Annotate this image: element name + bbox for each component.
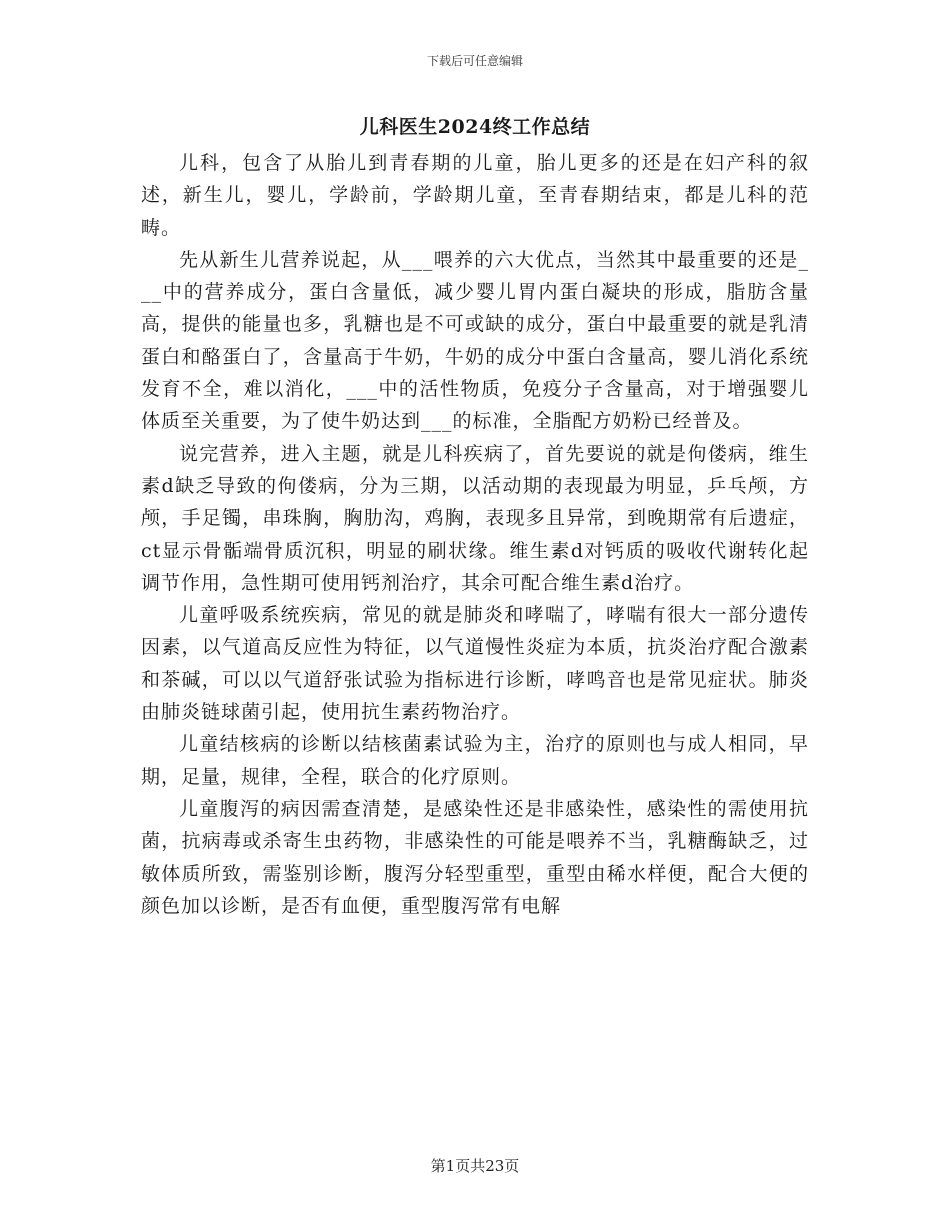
document-title: 儿科医生2024终工作总结 — [359, 116, 591, 138]
paragraph: 儿科，包含了从胎儿到青春期的儿童，胎儿更多的还是在妇产科的叙述，新生儿，婴儿，学龄前，学龄期儿童，至青春期结束，都是儿科的范畴。 — [141, 152, 809, 239]
header-note: 下载后可任意编辑 — [426, 54, 523, 68]
paragraph: 儿童结核病的诊断以结核菌素试验为主，治疗的原则也与成人相同，早期，足量，规律，全程，联合的化疗原则。 — [141, 733, 809, 788]
document-body — [141, 147, 809, 922]
paragraph: 儿童呼吸系统疾病，常见的就是肺炎和哮喘了，哮喘有很大一部分遗传因素，以气道高反应性为特征，以气道慢性炎症为本质，抗炎治疗配合激素和茶碱，可以以气道舒张试验为指标进行诊断，哮鸣音也是常见症状。肺炎由肺炎链球菌引起，使用抗生素药物治疗。 — [141, 604, 809, 724]
paragraph: 先从新生儿营养说起，从___喂养的六大优点，当然其中最重要的还是___中的营养成分，蛋白含量低，减少婴儿胃内蛋白凝块的形成，脂肪含量高，提供的能量也多，乳糖也是不可或缺的成分，蛋白中最重要的就是乳清蛋白和酪蛋白了，含量高于牛奶，牛奶的成分中蛋白含量高，婴儿消化系统发育不全，难以消化，___中的活性物质，免疫分子含量高，对于增强婴儿体质至关重要，为了使牛奶达到___的标准，全脂配方奶粉已经普及。 — [141, 248, 809, 433]
page-indicator: 第1页共23页 — [430, 1157, 520, 1175]
paragraph: 说完营养，进入主题，就是儿科疾病了，首先要说的就是佝偻病，维生素d缺乏导致的佝偻病，分为三期，以活动期的表现最为明显，乒乓颅，方颅，手足镯，串珠胸，胸肋沟，鸡胸，表现多且异常，到晚期常有后遗症，ct显示骨骺端骨质沉积，明显的刷状缘。维生素d对钙质的吸收代谢转化起调节作用，急性期可使用钙剂治疗，其余可配合维生素d治疗。 — [141, 442, 809, 594]
paragraph: 儿童腹泻的病因需查清楚，是感染性还是非感染性，感染性的需使用抗菌，抗病毒或杀寄生虫药物，非感染性的可能是喂养不当，乳糖酶缺乏，过敏体质所致，需鉴别诊断，腹泻分轻型重型，重型由稀水样便，配合大便的颜色加以诊断，是否有血便，重型腹泻常有电解 — [141, 797, 809, 917]
